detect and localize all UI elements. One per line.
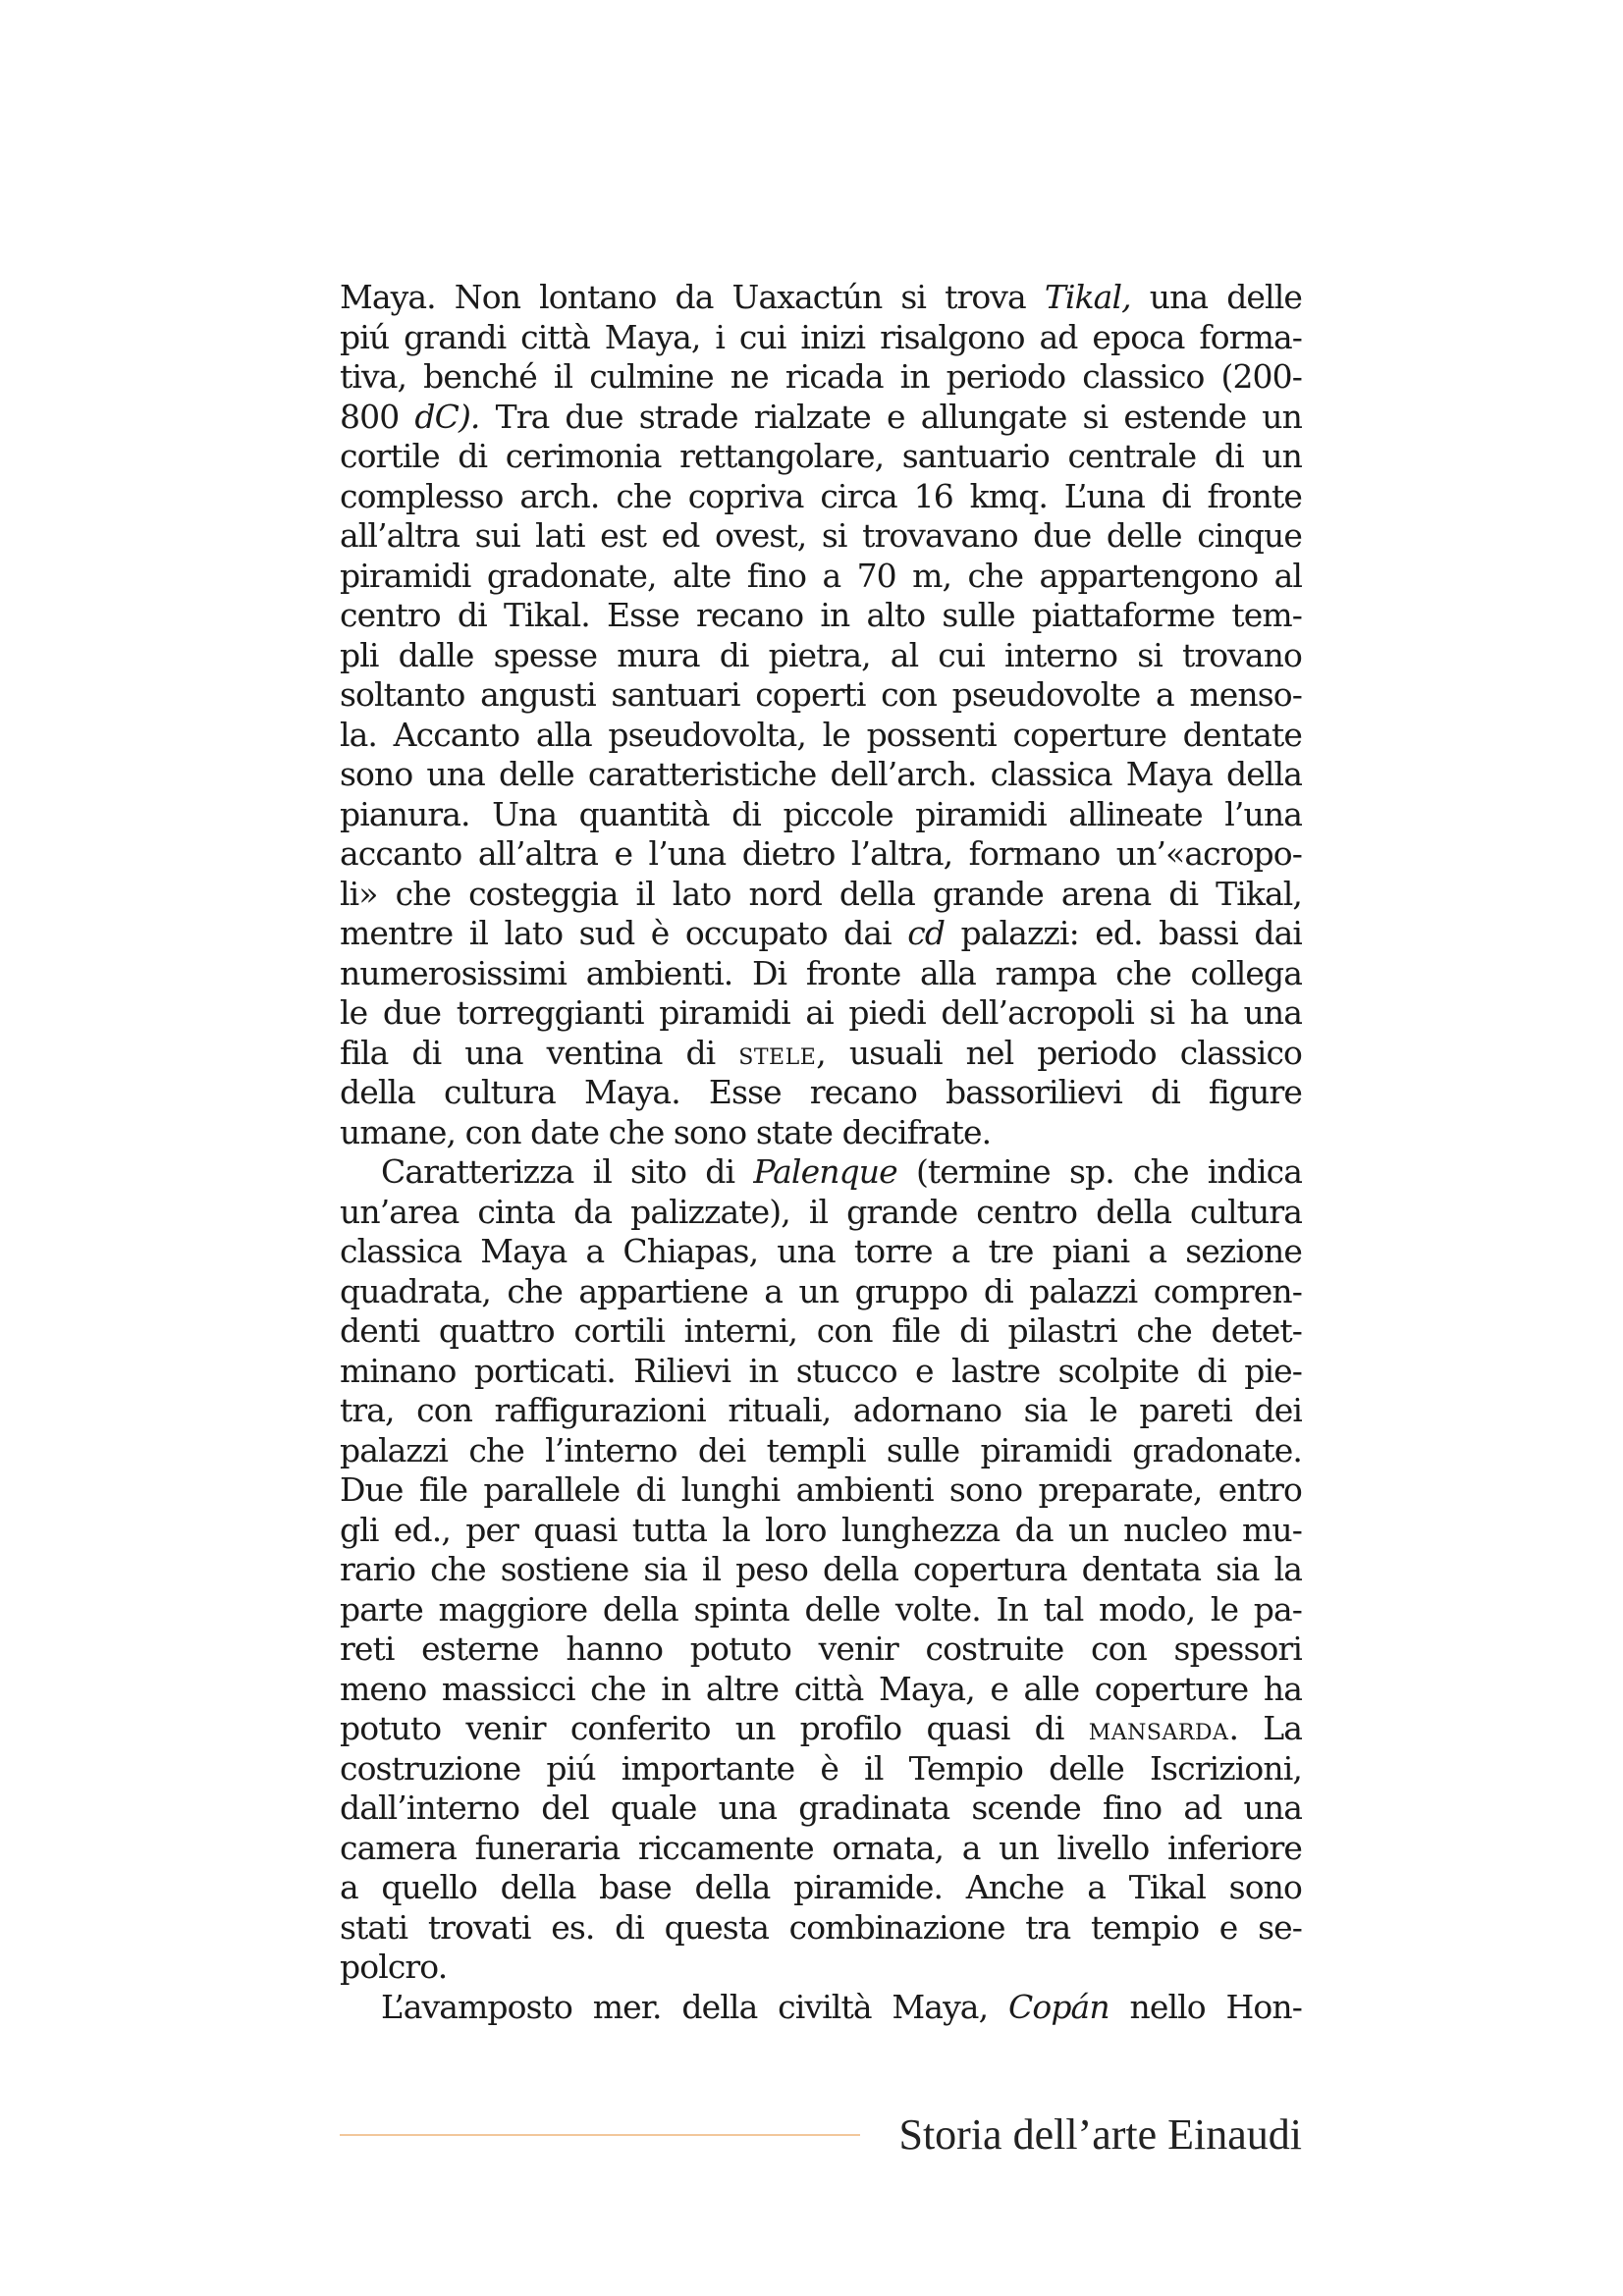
text-line: palazzi che l’interno dei templi sulle piramidi gradonate. [340,1430,1302,1469]
text-line: camera funeraria riccamente ornata, a un livello inferiore [340,1828,1302,1867]
text-line: reti esterne hanno potuto venir costruite con spessori [340,1629,1302,1668]
footer-title: Storia dell’arte Einaudi [898,2110,1302,2159]
text-line: tiva, benché il culmine ne ricada in periodo classico (200- [340,357,1302,396]
text-line: le due torreggianti piramidi ai piedi dell’acropoli si ha una [340,993,1302,1032]
paragraph-copan [340,1988,1302,2028]
text-line: Maya. Non lontano da Uaxactún si trova Tikal, una delle [340,278,1302,316]
paragraph-palenque [340,1152,1302,1988]
text-line: sono una delle caratteristiche dell’arch. classica Maya della [340,755,1302,793]
text-line: numerosissimi ambienti. Di fronte alla rampa che collega [340,953,1302,992]
text-line: classica Maya a Chiapas, una torre a tre piani a sezione [340,1232,1302,1270]
paragraph-tikal [340,278,1302,1152]
footer-rule [340,2134,860,2136]
text-line: costruzione piú importante è il Tempio delle Iscrizioni, [340,1748,1302,1788]
text-line: Caratterizza il sito di Palenque (termine sp. che indica [381,1152,1302,1191]
text-line: rario che sostiene sia il peso della copertura dentata sia la [340,1550,1302,1588]
text-line: mentre il lato sud è occupato dai cd palazzi: ed. bassi dai [340,914,1302,952]
text-line: meno massicci che in altre città Maya, e alle coperture ha [340,1669,1302,1708]
text-line: parte maggiore della spinta delle volte. In tal modo, le pa- [340,1589,1302,1629]
text-line: pli dalle spesse mura di pietra, al cui interno si trovano [340,635,1302,674]
text-line: tra, con raffigurazioni rituali, adornano sia le pareti dei [340,1391,1302,1429]
text-line: fila di una ventina di stele, usuali nel periodo classico [340,1033,1302,1072]
text-line: quadrata, che appartiene a un gruppo di palazzi compren- [340,1271,1302,1310]
text-line: a quello della base della piramide. Anche a Tikal sono [340,1868,1302,1906]
text-line: pianura. Una quantità di piccole piramidi allineate l’una [340,794,1302,833]
text-line: li» che costeggia il lato nord della grande arena di Tikal, [340,874,1302,913]
page-body [340,278,1302,2027]
text-line: cortile di cerimonia rettangolare, santuario centrale di un [340,437,1302,475]
text-line: piramidi gradonate, alte fino a 70 m, che appartengono al [340,556,1302,595]
text-line: un’area cinta da palizzate), il grande centro della cultura [340,1192,1302,1231]
text-line: all’altra sui lati est ed ovest, si trovavano due delle cinque [340,516,1302,555]
text-line: potuto venir conferito un profilo quasi di mansarda. La [340,1709,1302,1747]
text-line: centro di Tikal. Esse recano in alto sulle piattaforme tem- [340,596,1302,634]
text-line: accanto all’altra e l’una dietro l’altra, formano un’«acropo- [340,834,1302,873]
text-line: 800 dC). Tra due strade rialzate e allungate si estende un [340,397,1302,436]
text-line: soltanto angusti santuari coperti con pseudovolte a menso- [340,675,1302,714]
text-line: denti quattro cortili interni, con file di pilastri che detet- [340,1311,1302,1350]
text-line: gli ed., per quasi tutta la loro lunghezza da un nucleo mu- [340,1510,1302,1549]
text-line: complesso arch. che copriva circa 16 kmq. L’una di fronte [340,476,1302,515]
text-line: dall’interno del quale una gradinata scende fino ad una [340,1789,1302,1827]
text-line: la. Accanto alla pseudovolta, le possenti coperture dentate [340,715,1302,754]
text-line: stati trovati es. di questa combinazione tra tempio e se- [340,1907,1302,1947]
text-line: polcro. [340,1948,448,1986]
text-line: piú grandi città Maya, i cui inizi risalgono ad epoca forma- [340,317,1302,356]
text-line: minano porticati. Rilievi in stucco e lastre scolpite di pie- [340,1351,1302,1390]
text-line: umane, con date che sono state decifrate. [340,1112,992,1151]
text-line: Due file parallele di lunghi ambienti sono preparate, entro [340,1470,1302,1509]
text-line: L’avamposto mer. della civiltà Maya, Copán nello Hon- [381,1987,1302,2026]
text-line: della cultura Maya. Esse recano bassorilievi di figure [340,1073,1302,1111]
